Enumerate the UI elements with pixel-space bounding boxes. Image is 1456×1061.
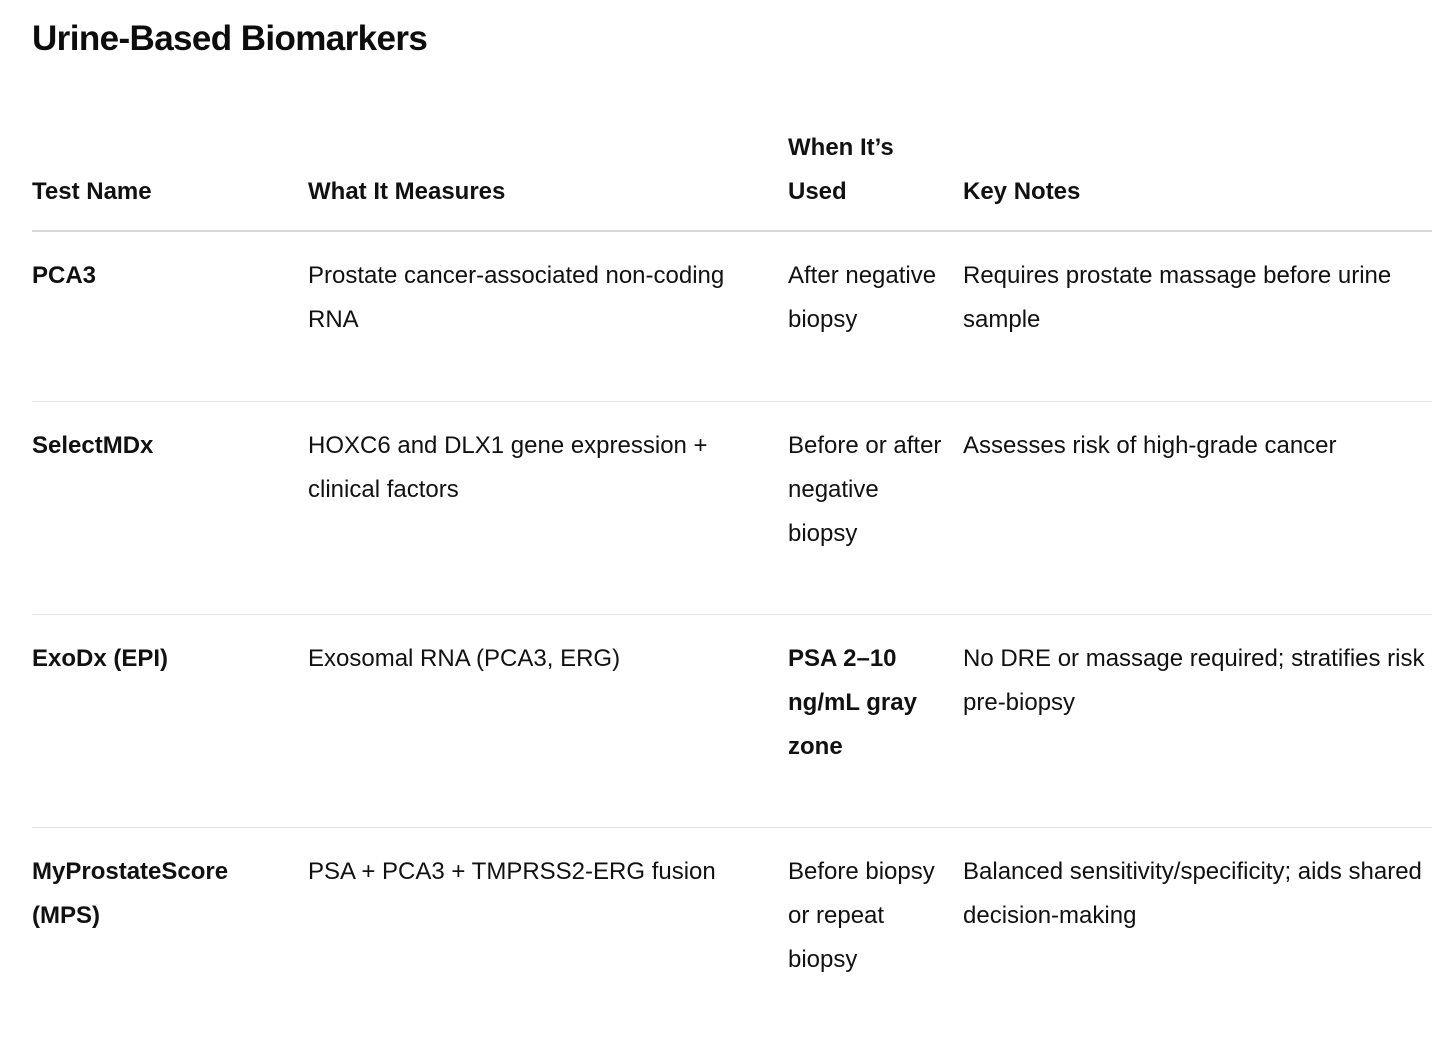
table-header-row <box>32 126 1432 232</box>
when-used-cell: Before biopsy or repeat biopsy <box>788 858 935 973</box>
what-it-measures-cell: PSA + PCA3 + TMPRSS2-ERG fusion <box>308 858 716 885</box>
test-name-cell: SelectMDx <box>32 432 154 459</box>
header-what-it-measures: What It Measures <box>308 178 506 205</box>
what-it-measures-cell: HOXC6 and DLX1 gene expression + clinical factors <box>308 432 708 503</box>
what-it-measures-cell: Exosomal RNA (PCA3, ERG) <box>308 645 621 672</box>
table-row <box>32 828 1432 1038</box>
test-name-cell: ExoDx (EPI) <box>32 645 169 672</box>
biomarkers-table <box>32 126 1432 1038</box>
test-name-cell: PCA3 <box>32 262 97 289</box>
table-row <box>32 402 1432 615</box>
header-when-used: When It’s Used <box>788 134 894 205</box>
when-used-cell: Before or after negative biopsy <box>788 432 942 547</box>
what-it-measures-cell: Prostate cancer-associated non-coding RNA <box>308 262 725 333</box>
when-used-cell: After negative biopsy <box>788 262 937 333</box>
key-notes-cell: Requires prostate massage before urine sample <box>963 262 1392 333</box>
page-title: Urine-Based Biomarkers <box>32 19 428 58</box>
table-row <box>32 615 1432 828</box>
header-key-notes: Key Notes <box>963 178 1081 205</box>
table-row <box>32 232 1432 402</box>
when-used-cell: PSA 2–10 ng/mL gray zone <box>788 645 917 760</box>
key-notes-cell: Assesses risk of high-grade cancer <box>963 432 1337 459</box>
test-name-cell: MyProstateScore (MPS) <box>32 858 229 929</box>
header-test-name: Test Name <box>32 178 152 205</box>
key-notes-cell: No DRE or massage required; stratifies risk pre-biopsy <box>963 645 1425 716</box>
key-notes-cell: Balanced sensitivity/specificity; aids shared decision-making <box>963 858 1422 929</box>
